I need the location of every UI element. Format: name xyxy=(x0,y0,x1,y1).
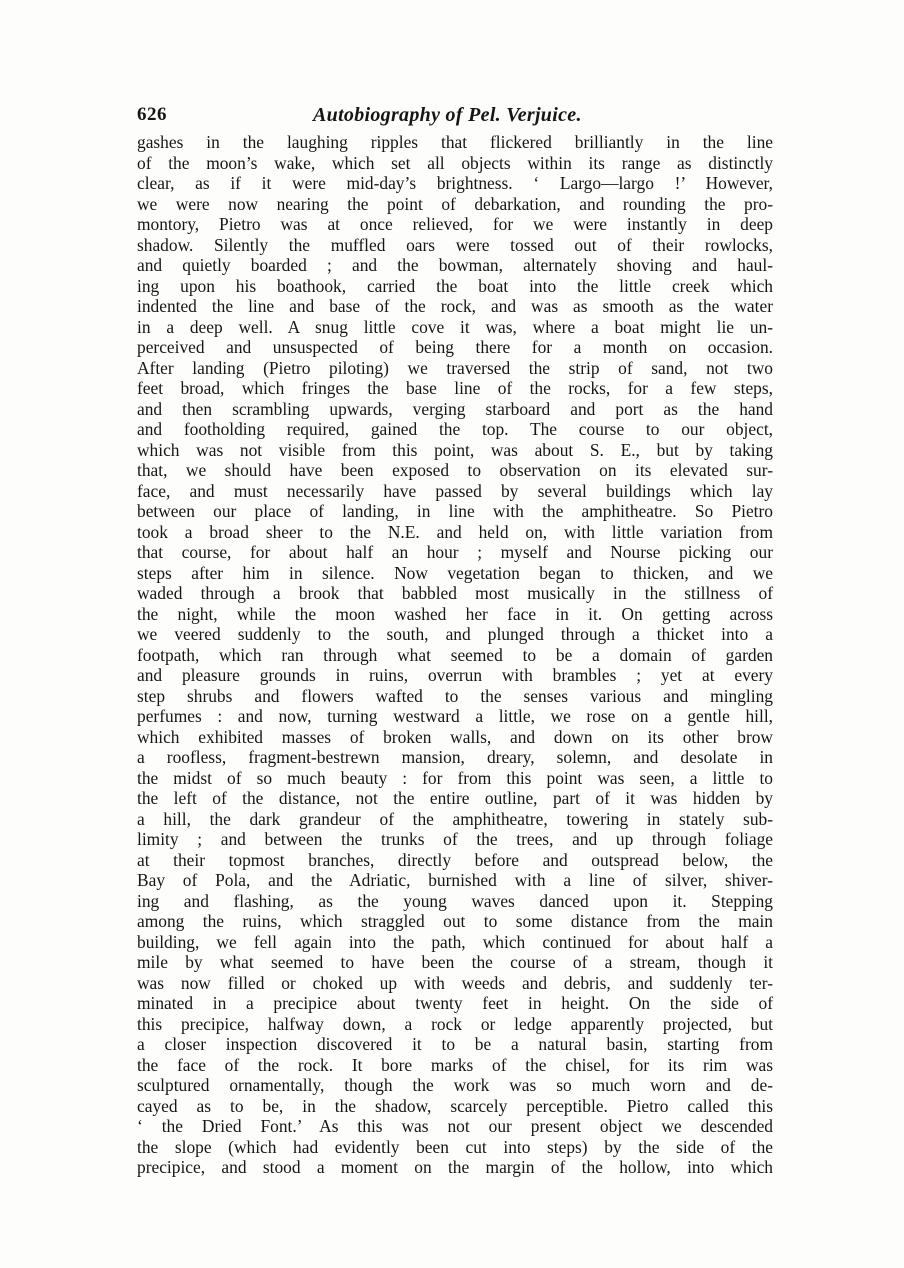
text-line: a closer inspection discovered it to be a natural basin, starting from xyxy=(137,1034,773,1054)
text-line: minated in a precipice about twenty feet in height. On the side of xyxy=(137,993,773,1013)
text-line: which exhibited masses of broken walls, and down on its other brow xyxy=(137,726,773,747)
text-line: perfumes : and now, turning westward a little, we rose on a gentle hill, xyxy=(137,706,773,726)
text-line: and quietly boarded ; and the bowman, alternately shoving and haul- xyxy=(137,255,773,275)
text-line: perceived and unsuspected of being there for a month on occasion. xyxy=(137,337,773,357)
text-line: a roofless, fragment-bestrewn mansion, dreary, solemn, and desolate in xyxy=(137,747,773,767)
text-line: and footholding required, gained the top. The course to our object, xyxy=(137,419,773,439)
text-line: at their topmost branches, directly before and outspread below, the xyxy=(137,849,773,870)
text-line: clear, as if it were mid-day’s brightness. ‘ Largo—largo !’ However, xyxy=(137,173,773,193)
text-line: between our place of landing, in line with the amphitheatre. So Pietro xyxy=(137,501,773,521)
text-line: we veered suddenly to the south, and plunged through a thicket into a xyxy=(137,624,773,644)
text-line: among the ruins, which straggled out to some distance from the main xyxy=(137,911,773,931)
text-line: footpath, which ran through what seemed to be a domain of garden xyxy=(137,644,773,665)
page-number: 626 xyxy=(137,104,167,125)
running-head xyxy=(137,104,773,134)
text-line: the slope (which had evidently been cut into steps) by the side of the xyxy=(137,1136,773,1157)
text-line: limity ; and between the trunks of the trees, and up through foliage xyxy=(137,829,773,849)
running-title: Autobiography of Pel. Verjuice. xyxy=(313,104,582,126)
text-line: indented the line and base of the rock, and was as smooth as the water xyxy=(137,296,773,316)
text-line: face, and must necessarily have passed by several buildings which lay xyxy=(137,480,773,501)
text-line: sculptured ornamentally, though the work was so much worn and de- xyxy=(137,1075,773,1095)
text-line: was now filled or choked up with weeds and debris, and suddenly ter- xyxy=(137,972,773,993)
text-line: the left of the distance, not the entire outline, part of it was hidden by xyxy=(137,788,773,808)
text-line: steps after him in silence. Now vegetation began to thicken, and we xyxy=(137,562,773,583)
text-line: in a deep well. A snug little cove it was, where a boat might lie un- xyxy=(137,316,773,337)
text-line: the face of the rock. It bore marks of the chisel, for its rim was xyxy=(137,1054,773,1075)
text-line: which was not visible from this point, was about S. E., but by taking xyxy=(137,439,773,460)
text-line: building, we fell again into the path, which continued for about half a xyxy=(137,931,773,952)
text-line: that course, for about half an hour ; myself and Nourse picking our xyxy=(137,542,773,562)
text-line: the midst of so much beauty : for from this point was seen, a little to xyxy=(137,767,773,788)
text-line: this precipice, halfway down, a rock or ledge apparently projected, but xyxy=(137,1013,773,1034)
text-line: that, we should have been exposed to observation on its elevated sur- xyxy=(137,460,773,480)
text-line: mile by what seemed to have been the course of a stream, though it xyxy=(137,952,773,972)
text-line: ‘ the Dried Font.’ As this was not our present object we descended xyxy=(137,1116,773,1136)
text-line: and pleasure grounds in ruins, overrun with brambles ; yet at every xyxy=(137,665,773,685)
text-line: of the moon’s wake, which set all objects within its range as distinctly xyxy=(137,152,773,173)
text-line: and then scrambling upwards, verging starboard and port as the hand xyxy=(137,398,773,419)
text-line: ing upon his boathook, carried the boat into the little creek which xyxy=(137,275,773,296)
text-line: step shrubs and flowers wafted to the senses various and mingling xyxy=(137,685,773,706)
text-line: a hill, the dark grandeur of the amphitheatre, towering in stately sub- xyxy=(137,808,773,829)
text-line: shadow. Silently the muffled oars were tossed out of their rowlocks, xyxy=(137,234,773,255)
text-line: After landing (Pietro piloting) we traversed the strip of sand, not two xyxy=(137,357,773,378)
text-line: waded through a brook that babbled most musically in the stillness of xyxy=(137,583,773,603)
text-line: Bay of Pola, and the Adriatic, burnished with a line of silver, shiver- xyxy=(137,870,773,890)
text-line: took a broad sheer to the N.E. and held on, with little variation from xyxy=(137,521,773,542)
text-line: we were now nearing the point of debarkation, and rounding the pro- xyxy=(137,193,773,214)
text-line: ing and flashing, as the young waves danced upon it. Stepping xyxy=(137,890,773,911)
body-text xyxy=(137,132,773,1178)
text-line: the night, while the moon washed her face in it. On getting across xyxy=(137,603,773,624)
text-line: feet broad, which fringes the base line of the rocks, for a few steps, xyxy=(137,378,773,398)
text-line: cayed as to be, in the shadow, scarcely perceptible. Pietro called this xyxy=(137,1095,773,1116)
text-line: gashes in the laughing ripples that flickered brilliantly in the line xyxy=(137,132,773,152)
text-line: precipice, and stood a moment on the margin of the hollow, into which xyxy=(137,1157,773,1177)
text-line: montory, Pietro was at once relieved, for we were instantly in deep xyxy=(137,214,773,234)
